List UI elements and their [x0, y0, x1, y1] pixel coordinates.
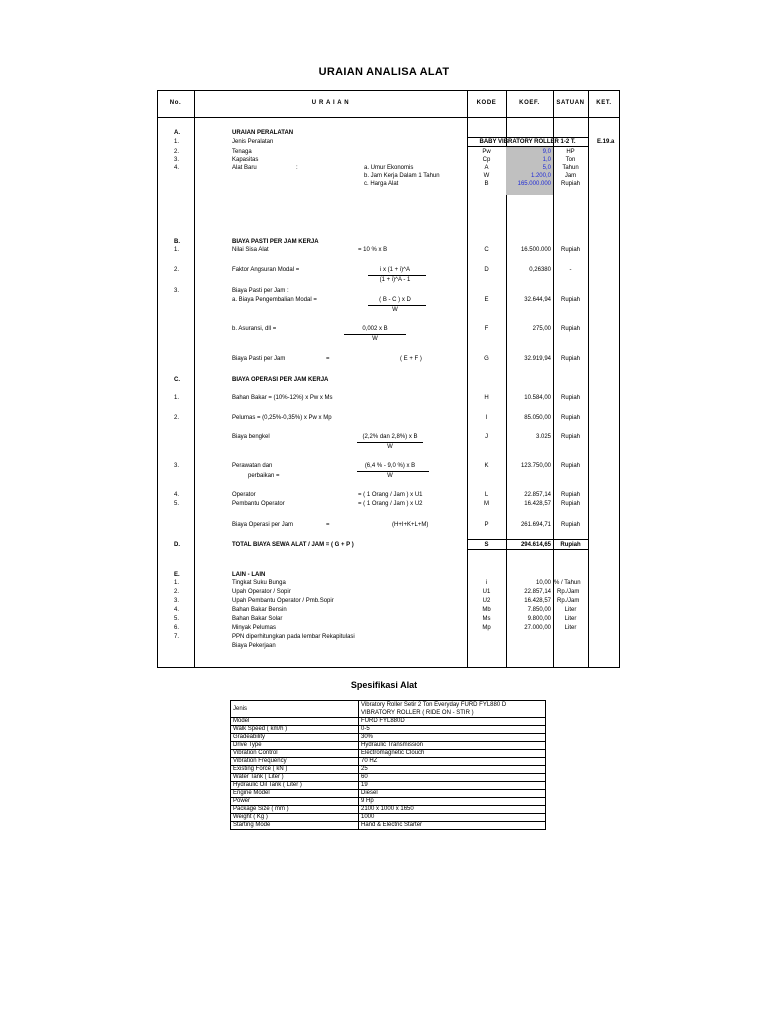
section-heading: URAIAN PERALATAN	[232, 130, 294, 136]
row-no: 5.	[174, 616, 180, 622]
row-no: 5.	[174, 501, 180, 507]
formula-denominator: W	[387, 444, 393, 450]
satuan: Liter	[564, 616, 577, 622]
table-row	[231, 822, 546, 830]
row-no: 7.	[174, 634, 180, 640]
satuan: Rupiah	[560, 415, 580, 421]
spec-title: Spesifikasi Alat	[350, 680, 418, 690]
kode: W	[483, 173, 490, 179]
spec-value: Hand & Electric Starter	[359, 822, 546, 830]
formula: ( E + F )	[400, 356, 422, 362]
row-label: Biaya Pekerjaan	[232, 643, 276, 649]
kode: I	[485, 415, 488, 421]
satuan: Tahun	[562, 165, 579, 171]
formula-numerator: ( B - C ) x D	[379, 297, 411, 303]
kode: Pw	[482, 149, 491, 155]
satuan: Rupiah	[560, 463, 580, 469]
satuan: Rupiah	[560, 434, 580, 440]
spec-value: 2100 x 1000 x 1650	[359, 806, 546, 814]
header-uraian: U R A I A N	[311, 100, 350, 106]
table-row	[231, 701, 546, 718]
spec-key: Vibration Control	[231, 750, 359, 758]
row-label: Perawatan dan	[232, 463, 273, 469]
table-row	[231, 782, 546, 790]
spec-value: 30%	[359, 734, 546, 742]
cell-border	[467, 539, 588, 540]
spec-key: Starting Mode	[231, 822, 359, 830]
spec-value	[359, 701, 546, 718]
row-no: 4.	[174, 165, 180, 171]
row-no: 6.	[174, 625, 180, 631]
koef: 0,26380	[529, 267, 551, 273]
spec-key: Water Tank ( Liter )	[231, 774, 359, 782]
row-no: 2.	[174, 415, 180, 421]
row-label: Upah Operator / Sopir	[232, 589, 291, 595]
satuan: Rupiah	[560, 356, 580, 362]
formula: (H+I+K+L+M)	[392, 522, 429, 528]
row-no: 4.	[174, 492, 180, 498]
spec-value: 9 Hp	[359, 798, 546, 806]
colon: :	[296, 165, 298, 171]
row-no: 3.	[174, 598, 180, 604]
formula-denominator: W	[392, 307, 398, 313]
kode: D	[484, 267, 489, 273]
spec-value: Diesel	[359, 790, 546, 798]
spec-table	[230, 700, 546, 830]
formula-denominator: W	[372, 336, 378, 342]
koef: 10,00	[535, 580, 551, 586]
satuan: Liter	[564, 607, 577, 613]
header-kode: KODE	[476, 100, 497, 106]
row-no: 2.	[174, 149, 180, 155]
formula-numerator: i x (1 + i)^A	[380, 267, 410, 273]
satuan: Rupiah	[560, 181, 580, 187]
spec-value: 25	[359, 766, 546, 774]
formula-denominator: (1 + i)^A - 1	[379, 277, 411, 283]
kode: Mp	[482, 625, 491, 631]
spec-value: 1000	[359, 814, 546, 822]
table-row	[231, 814, 546, 822]
row-label: Biaya Pasti per Jam	[232, 356, 286, 362]
satuan: Rupiah	[560, 522, 580, 528]
formula-numerator: (2,2% dan 2,8%) x B	[362, 434, 418, 440]
table-row	[231, 798, 546, 806]
satuan: Rupiah	[560, 542, 581, 548]
row-label: Jenis Peralatan	[232, 139, 274, 145]
koef: 32.644,94	[524, 297, 551, 303]
spec-value: Electromagnetic Clouch	[359, 750, 546, 758]
koef: 7.850,00	[527, 607, 551, 613]
spec-key: Model	[231, 718, 359, 726]
row-no: 1.	[174, 580, 180, 586]
row-no: 3.	[174, 463, 180, 469]
kode: U2	[482, 598, 491, 604]
row-sublabel: b. Jam Kerja Dalam 1 Tahun	[364, 173, 440, 179]
row-label: Biaya bengkel	[232, 434, 270, 440]
equals: =	[326, 522, 330, 528]
row-label: PPN diperhitungkan pada lembar Rekapitulasi	[232, 634, 355, 640]
equals: =	[326, 356, 330, 362]
spec-key: Drive Type	[231, 742, 359, 750]
spec-value: 19	[359, 782, 546, 790]
kode: P	[484, 522, 489, 528]
col-divider	[588, 90, 589, 668]
kode: Cp	[482, 157, 491, 163]
row-label: Bahan Bakar Solar	[232, 616, 283, 622]
row-label: Kapasitas	[232, 157, 259, 163]
formula-numerator: 0,002 x B	[362, 326, 388, 332]
row-sublabel: a. Umur Ekonomis	[364, 165, 414, 171]
koef: 16.428,57	[524, 501, 551, 507]
spec-value-line: Vibratory Roller Setir 2 Ton Everyday FURD FYL880 D	[361, 702, 507, 708]
koef: 3.025	[535, 434, 551, 440]
row-sublabel: a. Biaya Pengembalian Modal =	[232, 297, 317, 303]
section-letter: E.	[174, 572, 180, 578]
header-koef: KOEF.	[519, 100, 540, 106]
kode: Mb	[482, 607, 491, 613]
satuan: Jam	[564, 173, 577, 179]
satuan: Rupiah	[560, 326, 580, 332]
satuan: Rupiah	[560, 297, 580, 303]
koef: 27.000,00	[524, 625, 551, 631]
table-row	[231, 806, 546, 814]
col-divider	[194, 90, 195, 668]
spec-key: Gradeability	[231, 734, 359, 742]
row-label: Tingkat Suku Bunga	[232, 580, 286, 586]
kode: Ms	[482, 616, 491, 622]
page-title: URAIAN ANALISA ALAT	[318, 66, 450, 78]
equipment-type: BABY VIBRATORY ROLLER 1-2 T.	[479, 139, 576, 145]
row-label: Tenaga	[232, 149, 252, 155]
satuan: Rupiah	[560, 395, 580, 401]
koef: 165.000.000	[517, 181, 551, 187]
koef: 275,00	[532, 326, 551, 332]
koef: 16.500.000	[520, 247, 551, 253]
koef: 123.750,00	[520, 463, 551, 469]
row-label: Operator	[232, 492, 256, 498]
row-label: Minyak Pelumas	[232, 625, 277, 631]
formula-denominator: W	[387, 473, 393, 479]
satuan: Rupiah	[560, 492, 580, 498]
formula-numerator: (6,4 % - 9,0 %) x B	[364, 463, 416, 469]
table-row	[231, 734, 546, 742]
table-row	[231, 790, 546, 798]
kode: L	[484, 492, 489, 498]
table-row	[231, 726, 546, 734]
satuan: Rupiah	[560, 247, 580, 253]
table-row	[231, 750, 546, 758]
kode: B	[484, 181, 489, 187]
section-heading: BIAYA OPERASI PER JAM KERJA	[232, 377, 329, 383]
row-no: 1.	[174, 139, 180, 145]
row-label: Pembantu Operator	[232, 501, 285, 507]
row-no: 4.	[174, 607, 180, 613]
satuan: % / Tahun	[554, 580, 581, 586]
row-sublabel: c. Harga Alat	[364, 181, 399, 187]
satuan: Rp./Jam	[557, 589, 580, 595]
ket-code: E.19.a	[597, 139, 615, 145]
total-label: TOTAL BIAYA SEWA ALAT / JAM = ( G + P )	[232, 542, 354, 548]
kode: i	[485, 580, 488, 586]
koef: 22.857,14	[524, 492, 551, 498]
koef: 1,0	[542, 157, 551, 163]
row-label: Faktor Angsuran Modal =	[232, 267, 300, 273]
row-label: Biaya Pasti per Jam :	[232, 288, 289, 294]
spec-value: 0-5	[359, 726, 546, 734]
row-label: Bahan Bakar = (10%-12%) x Pw x Ms	[232, 395, 333, 401]
row-no: 1.	[174, 247, 180, 253]
section-letter: A.	[174, 130, 180, 136]
kode: F	[484, 326, 489, 332]
kode: A	[484, 165, 489, 171]
kode: J	[485, 434, 488, 440]
table-row	[231, 758, 546, 766]
kode: S	[484, 542, 489, 548]
spec-key: Engine Model	[231, 790, 359, 798]
satuan: Liter	[564, 625, 577, 631]
section-heading: LAIN - LAIN	[232, 572, 266, 578]
header-divider	[157, 117, 620, 118]
koef: 5,0	[542, 165, 551, 171]
section-heading: BIAYA PASTI PER JAM KERJA	[232, 239, 319, 245]
spec-value: FURD FYL880D	[359, 718, 546, 726]
row-label: Pelumas = (0,25%-0,35%) x Pw x Mp	[232, 415, 332, 421]
row-no: 3.	[174, 288, 180, 294]
row-no: 2.	[174, 267, 180, 273]
spec-key: Power	[231, 798, 359, 806]
koef: 261.694,71	[520, 522, 551, 528]
koef: 22.857,14	[524, 589, 551, 595]
spec-key: Hydraulic Oil Tank ( Liter )	[231, 782, 359, 790]
row-label: Alat Baru	[232, 165, 257, 171]
row-no: 2.	[174, 589, 180, 595]
koef: 32.919,94	[524, 356, 551, 362]
kode: U1	[482, 589, 491, 595]
kode: E	[484, 297, 489, 303]
koef: 10.584,00	[524, 395, 551, 401]
spec-value: 60	[359, 774, 546, 782]
kode: H	[484, 395, 489, 401]
spec-key: Jenis	[231, 701, 359, 718]
row-label: Biaya Operasi per Jam	[232, 522, 294, 528]
satuan: Ton	[565, 157, 576, 163]
kode: M	[484, 501, 489, 507]
table-row	[231, 718, 546, 726]
koef: 16.428,57	[524, 598, 551, 604]
koef: 1.200,0	[530, 173, 551, 179]
table-row	[231, 774, 546, 782]
satuan: Rp./Jam	[557, 598, 580, 604]
formula: = 10 % x B	[358, 247, 388, 253]
cell-border	[467, 549, 588, 550]
kode: G	[484, 356, 489, 362]
spec-key: Walk Speed ( km/h )	[231, 726, 359, 734]
spec-value: 70 HZ	[359, 758, 546, 766]
spec-key: Package Size ( mm )	[231, 806, 359, 814]
row-sublabel: b. Asuransi, dll =	[232, 326, 277, 332]
row-no: 3.	[174, 157, 180, 163]
spec-key: Weight ( Kg )	[231, 814, 359, 822]
table-row	[231, 742, 546, 750]
kode: K	[484, 463, 489, 469]
row-label-cont: perbaikan =	[248, 473, 280, 479]
formula: = ( 1 Orang / Jam ) x U1	[358, 492, 423, 498]
header-no: No.	[169, 100, 182, 106]
satuan: HP	[566, 149, 575, 155]
formula: = ( 1 Orang / Jam ) x U2	[358, 501, 423, 507]
section-letter: D.	[174, 542, 180, 548]
satuan: Rupiah	[560, 501, 580, 507]
header-ket: KET.	[596, 100, 612, 106]
row-label: Bahan Bakar Bensin	[232, 607, 287, 613]
kode: C	[484, 247, 489, 253]
row-no: 1.	[174, 395, 180, 401]
section-letter: B.	[174, 239, 180, 245]
section-letter: C.	[174, 377, 180, 383]
koef: 9,0	[542, 149, 551, 155]
spec-key: Existing Force ( kN )	[231, 766, 359, 774]
table-row	[231, 766, 546, 774]
koef: 9.800,00	[527, 616, 551, 622]
satuan: -	[569, 267, 572, 273]
spec-key: Vibration Frequency	[231, 758, 359, 766]
total-value: 294.614,65	[520, 542, 551, 548]
spec-value-line: VIBRATORY ROLLER ( RIDE ON - STIR )	[361, 710, 474, 716]
koef: 85.050,00	[524, 415, 551, 421]
row-label: Nilai Sisa Alat	[232, 247, 269, 253]
row-label: Upah Pembantu Operator / Pmb.Sopir	[232, 598, 334, 604]
spec-value: Hydraulic Transmission	[359, 742, 546, 750]
header-satuan: SATUAN	[556, 100, 585, 106]
